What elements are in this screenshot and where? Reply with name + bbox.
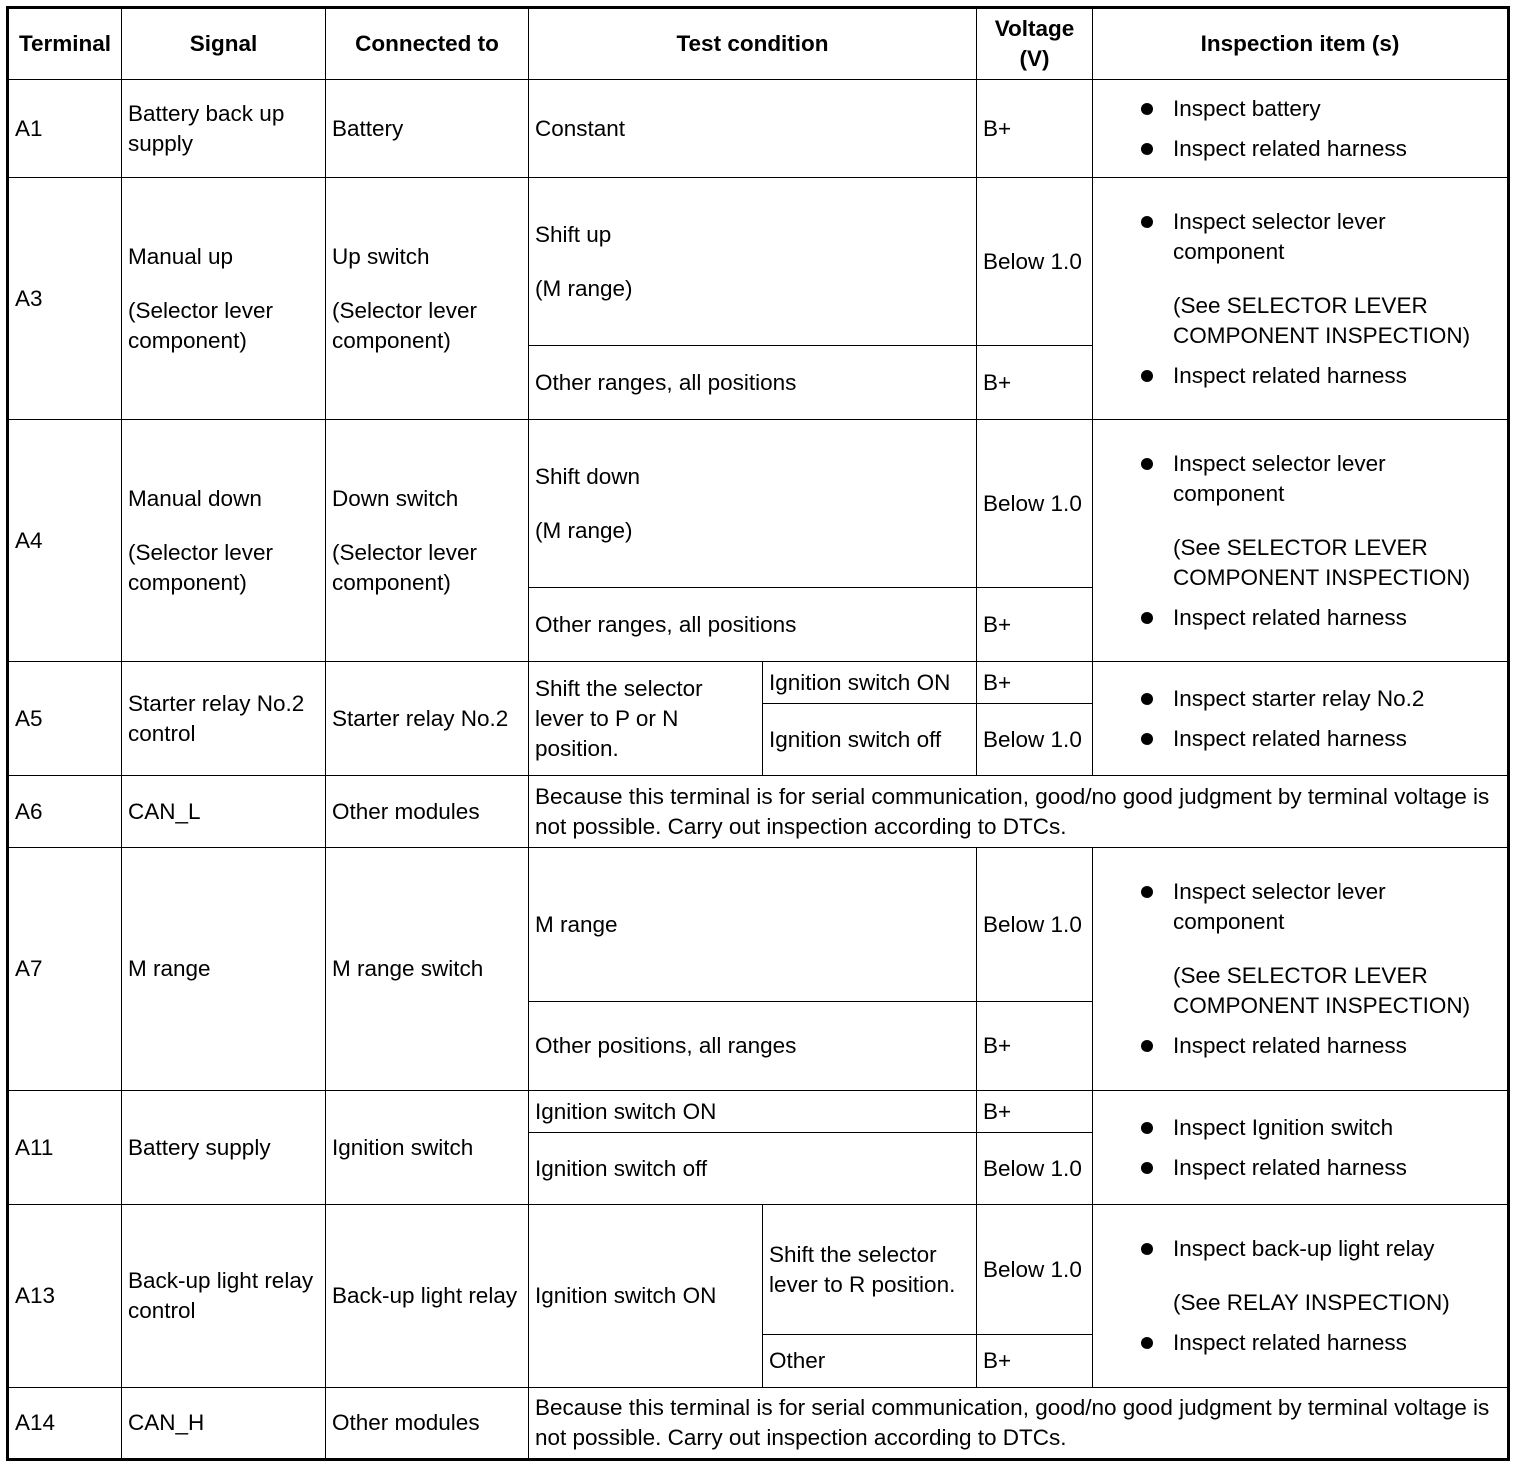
condition-cell: Other ranges, all positions [529,588,977,662]
table-row [8,848,1509,1002]
signal-cell: CAN_H [122,1388,326,1460]
table-row [8,80,1509,178]
list-item: Inspect related harness [1099,1328,1501,1358]
signal-cell: Manual up (Selector lever component) [122,178,326,420]
connected-cell: Ignition switch [326,1091,529,1205]
inspection-cell [1093,848,1509,1091]
terminal-cell: A11 [8,1091,122,1205]
condition-cell: Ignition switch off [529,1133,977,1205]
voltage-cell: Below 1.0 [977,704,1093,776]
bullet-icon [1141,1243,1153,1255]
bullet-icon [1141,1122,1153,1134]
bullet-icon [1141,612,1153,624]
table-row [8,178,1509,346]
inspection-cell [1093,178,1509,420]
condition-cell: Ignition switch ON [529,1091,977,1133]
voltage-cell: B+ [977,80,1093,178]
sub-condition-cell: Ignition switch ON [763,662,977,704]
voltage-cell: B+ [977,1335,1093,1388]
voltage-cell: Below 1.0 [977,848,1093,1002]
terminal-cell: A13 [8,1205,122,1388]
bullet-icon [1141,1337,1153,1349]
header-terminal: Terminal [8,8,122,80]
connected-cell: Other modules [326,1388,529,1460]
table-row [8,420,1509,588]
inspection-cell [1093,1091,1509,1205]
list-item: Inspect battery [1099,94,1501,124]
bullet-icon [1141,370,1153,382]
inspection-cell [1093,1205,1509,1388]
table-row [8,1388,1509,1460]
inspection-cell [1093,662,1509,776]
sub-condition-cell: Shift the selector lever to R position. [763,1205,977,1335]
signal-cell: Battery back up supply [122,80,326,178]
voltage-cell: B+ [977,588,1093,662]
bullet-icon [1141,886,1153,898]
bullet-icon [1141,733,1153,745]
header-signal: Signal [122,8,326,80]
condition-cell: Shift down (M range) [529,420,977,588]
list-item: Inspect starter relay No.2 [1099,684,1501,714]
connected-cell: Starter relay No.2 [326,662,529,776]
table-row [8,1205,1509,1335]
condition-cell: Other ranges, all positions [529,346,977,420]
voltage-cell: Below 1.0 [977,1205,1093,1335]
table-row [8,662,1509,704]
header-inspection: Inspection item (s) [1093,8,1509,80]
connected-cell: Other modules [326,776,529,848]
voltage-cell: B+ [977,662,1093,704]
bullet-icon [1141,1162,1153,1174]
bullet-icon [1141,216,1153,228]
connected-cell: Battery [326,80,529,178]
inspection-cell [1093,80,1509,178]
connected-cell: Down switch (Selector lever component) [326,420,529,662]
condition-cell: Shift up (M range) [529,178,977,346]
condition-cell: Shift the selector lever to P or N position. [529,662,763,776]
signal-cell: CAN_L [122,776,326,848]
terminal-cell: A1 [8,80,122,178]
sub-condition-cell: Other [763,1335,977,1388]
list-item: Inspect related harness [1099,134,1501,164]
list-item: Inspect selector lever component (See SELECTOR LEVER COMPONENT INSPECTION) [1099,449,1501,593]
terminal-cell: A7 [8,848,122,1091]
list-item: Inspect Ignition switch [1099,1113,1501,1143]
voltage-cell: Below 1.0 [977,178,1093,346]
header-connected-to: Connected to [326,8,529,80]
condition-cell: M range [529,848,977,1002]
list-item: Inspect related harness [1099,1031,1501,1061]
sub-condition-cell: Ignition switch off [763,704,977,776]
bullet-icon [1141,103,1153,115]
terminal-cell: A5 [8,662,122,776]
condition-cell: Constant [529,80,977,178]
voltage-cell: Below 1.0 [977,420,1093,588]
list-item: Inspect related harness [1099,603,1501,633]
signal-cell: Starter relay No.2 control [122,662,326,776]
terminal-cell: A4 [8,420,122,662]
bullet-icon [1141,143,1153,155]
voltage-cell: B+ [977,1091,1093,1133]
note-cell: Because this terminal is for serial communication, good/no good judgment by terminal voltage is not possible. Carry out inspection according to DTCs. [529,1388,1509,1460]
connected-cell: Up switch (Selector lever component) [326,178,529,420]
condition-cell: Other positions, all ranges [529,1002,977,1091]
list-item: Inspect related harness [1099,361,1501,391]
terminal-cell: A6 [8,776,122,848]
header-row [8,8,1509,80]
inspection-cell [1093,420,1509,662]
voltage-cell: B+ [977,346,1093,420]
connected-cell: Back-up light relay [326,1205,529,1388]
table-row [8,1091,1509,1133]
signal-cell: Manual down (Selector lever component) [122,420,326,662]
terminal-inspection-table [6,6,1510,1461]
header-voltage: Voltage (V) [977,8,1093,80]
list-item: Inspect selector lever component (See SELECTOR LEVER COMPONENT INSPECTION) [1099,877,1501,1021]
list-item: Inspect selector lever component (See SELECTOR LEVER COMPONENT INSPECTION) [1099,207,1501,351]
bullet-icon [1141,458,1153,470]
condition-cell: Ignition switch ON [529,1205,763,1388]
voltage-cell: B+ [977,1002,1093,1091]
list-item: Inspect related harness [1099,724,1501,754]
bullet-icon [1141,1040,1153,1052]
header-test-condition: Test condition [529,8,977,80]
terminal-cell: A14 [8,1388,122,1460]
terminal-cell: A3 [8,178,122,420]
signal-cell: Battery supply [122,1091,326,1205]
signal-cell: M range [122,848,326,1091]
list-item: Inspect back-up light relay (See RELAY INSPECTION) [1099,1234,1501,1318]
voltage-cell: Below 1.0 [977,1133,1093,1205]
note-cell: Because this terminal is for serial communication, good/no good judgment by terminal voltage is not possible. Carry out inspection according to DTCs. [529,776,1509,848]
bullet-icon [1141,693,1153,705]
table-row [8,776,1509,848]
signal-cell: Back-up light relay control [122,1205,326,1388]
list-item: Inspect related harness [1099,1153,1501,1183]
connected-cell: M range switch [326,848,529,1091]
